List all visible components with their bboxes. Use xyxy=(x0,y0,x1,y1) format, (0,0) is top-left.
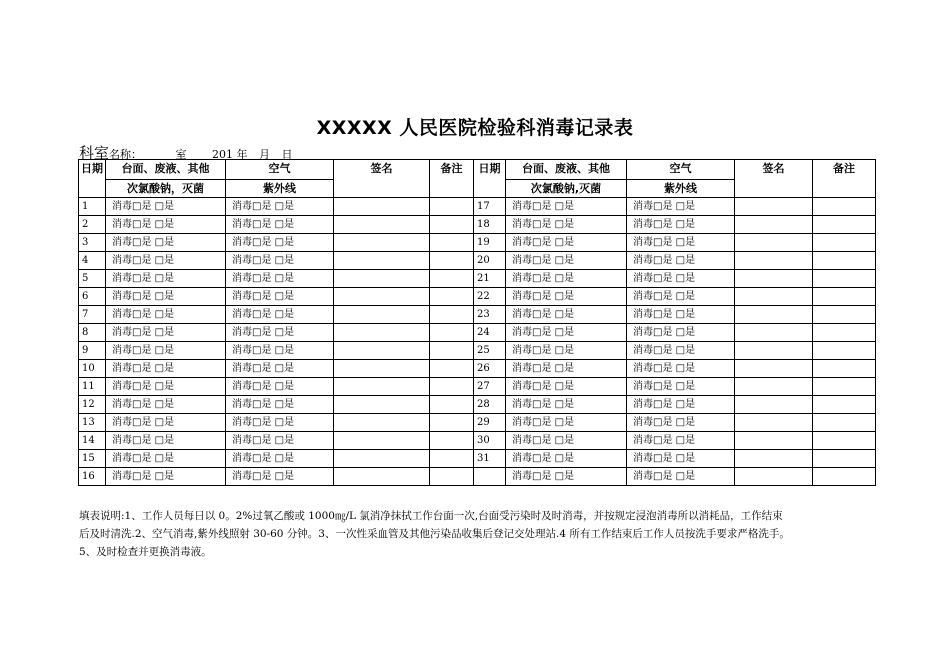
surface-option-left[interactable]: 消毒□是 □是 xyxy=(106,378,226,396)
date-cell-left: 9 xyxy=(79,342,106,360)
surface-option-right[interactable]: 消毒□是 □是 xyxy=(506,396,627,414)
header-date-left: 日期 xyxy=(79,160,106,198)
surface-option-right[interactable]: 消毒□是 □是 xyxy=(506,288,627,306)
air-option-left[interactable]: 消毒□是 □是 xyxy=(226,432,334,450)
remark-cell-left[interactable] xyxy=(430,378,474,396)
header-signature-right: 签名 xyxy=(735,160,813,198)
remark-cell-right[interactable] xyxy=(813,198,876,216)
remark-cell-right[interactable] xyxy=(813,234,876,252)
signature-cell-left[interactable] xyxy=(334,360,430,378)
air-option-left[interactable]: 消毒□是 □是 xyxy=(226,360,334,378)
remark-cell-left[interactable] xyxy=(430,360,474,378)
air-option-right[interactable]: 消毒□是 □是 xyxy=(627,342,735,360)
air-option-right[interactable]: 消毒□是 □是 xyxy=(627,288,735,306)
surface-option-right[interactable]: 消毒□是 □是 xyxy=(506,198,627,216)
air-option-left[interactable]: 消毒□是 □是 xyxy=(226,468,334,486)
date-cell-right: 23 xyxy=(474,306,506,324)
table-row xyxy=(79,270,876,288)
signature-cell-left[interactable] xyxy=(334,288,430,306)
table-row xyxy=(79,198,876,216)
remark-cell-right[interactable] xyxy=(813,324,876,342)
date-cell-left: 14 xyxy=(79,432,106,450)
surface-option-right[interactable]: 消毒□是 □是 xyxy=(506,378,627,396)
date-cell-right: 22 xyxy=(474,288,506,306)
surface-option-right[interactable]: 消毒□是 □是 xyxy=(506,342,627,360)
header-remark-left: 备注 xyxy=(430,160,474,198)
date-cell-left: 2 xyxy=(79,216,106,234)
surface-option-left[interactable]: 消毒□是 □是 xyxy=(106,252,226,270)
signature-cell-left[interactable] xyxy=(334,324,430,342)
signature-cell-right[interactable] xyxy=(735,450,813,468)
signature-cell-right[interactable] xyxy=(735,234,813,252)
surface-option-right[interactable]: 消毒□是 □是 xyxy=(506,360,627,378)
signature-cell-right[interactable] xyxy=(735,360,813,378)
surface-option-left[interactable]: 消毒□是 □是 xyxy=(106,198,226,216)
signature-cell-left[interactable] xyxy=(334,414,430,432)
signature-cell-right[interactable] xyxy=(735,252,813,270)
instruction-line: 填表说明:1、工作人员每日以 0。2%过氧乙酸或 1000㎎/L 氯消净抹拭工作台面一次,台面受污染时及时消毒，并按规定浸泡消毒所以消耗品，工作结束 xyxy=(79,510,783,522)
surface-option-right[interactable]: 消毒□是 □是 xyxy=(506,468,627,486)
signature-cell-left[interactable] xyxy=(334,216,430,234)
signature-cell-left[interactable] xyxy=(334,234,430,252)
date-cell-right: 17 xyxy=(474,198,506,216)
date-cell-right: 27 xyxy=(474,378,506,396)
air-option-right[interactable]: 消毒□是 □是 xyxy=(627,306,735,324)
air-option-right[interactable]: 消毒□是 □是 xyxy=(627,414,735,432)
date-cell-left: 3 xyxy=(79,234,106,252)
header-surface-right: 台面、废液、其他 xyxy=(506,160,627,180)
surface-option-right[interactable]: 消毒□是 □是 xyxy=(506,414,627,432)
air-option-left[interactable]: 消毒□是 □是 xyxy=(226,396,334,414)
air-option-left[interactable]: 消毒□是 □是 xyxy=(226,378,334,396)
remark-cell-right[interactable] xyxy=(813,342,876,360)
table-row xyxy=(79,432,876,450)
remark-cell-right[interactable] xyxy=(813,396,876,414)
remark-cell-right[interactable] xyxy=(813,288,876,306)
signature-cell-left[interactable] xyxy=(334,252,430,270)
header-date-right: 日期 xyxy=(474,160,506,198)
signature-cell-right[interactable] xyxy=(735,198,813,216)
remark-cell-left[interactable] xyxy=(430,216,474,234)
header-air-right: 空气 xyxy=(627,160,735,180)
month-label: 月 xyxy=(259,148,271,161)
air-option-right[interactable]: 消毒□是 □是 xyxy=(627,252,735,270)
table-row xyxy=(79,306,876,324)
subheader-surface-right: 次氯酸钠,灭菌 xyxy=(506,180,627,198)
filling-instructions xyxy=(79,507,879,561)
surface-option-left[interactable]: 消毒□是 □是 xyxy=(106,288,226,306)
header-surface-left: 台面、废液、其他 xyxy=(106,160,226,180)
air-option-left[interactable]: 消毒□是 □是 xyxy=(226,252,334,270)
table-row xyxy=(79,378,876,396)
table-row xyxy=(79,252,876,270)
air-option-right[interactable]: 消毒□是 □是 xyxy=(627,324,735,342)
header-signature-left: 签名 xyxy=(334,160,430,198)
table-row xyxy=(79,342,876,360)
air-option-left[interactable]: 消毒□是 □是 xyxy=(226,288,334,306)
surface-option-left[interactable]: 消毒□是 □是 xyxy=(106,414,226,432)
signature-cell-right[interactable] xyxy=(735,468,813,486)
signature-cell-right[interactable] xyxy=(735,342,813,360)
remark-cell-left[interactable] xyxy=(430,252,474,270)
air-option-left[interactable]: 消毒□是 □是 xyxy=(226,270,334,288)
remark-cell-left[interactable] xyxy=(430,306,474,324)
department-name-label: 名称： xyxy=(109,148,143,161)
date-cell-right: 20 xyxy=(474,252,506,270)
date-cell-left: 12 xyxy=(79,396,106,414)
remark-cell-left[interactable] xyxy=(430,414,474,432)
remark-cell-right[interactable] xyxy=(813,378,876,396)
date-cell-left: 4 xyxy=(79,252,106,270)
header-row xyxy=(79,160,876,180)
date-cell-left: 6 xyxy=(79,288,106,306)
year-label: 201 年 xyxy=(212,148,248,161)
header-air-left: 空气 xyxy=(226,160,334,180)
signature-cell-left[interactable] xyxy=(334,450,430,468)
table-row xyxy=(79,288,876,306)
date-cell-right: 31 xyxy=(474,450,506,468)
air-option-right[interactable]: 消毒□是 □是 xyxy=(627,198,735,216)
surface-option-left[interactable]: 消毒□是 □是 xyxy=(106,360,226,378)
instruction-line: 5、及时检查并更换消毒液。 xyxy=(79,546,212,558)
signature-cell-left[interactable] xyxy=(334,198,430,216)
remark-cell-right[interactable] xyxy=(813,432,876,450)
remark-cell-left[interactable] xyxy=(430,396,474,414)
day-label: 日 xyxy=(281,148,293,161)
department-label: 科室 xyxy=(79,144,110,162)
table-row xyxy=(79,468,876,486)
remark-cell-left[interactable] xyxy=(430,288,474,306)
date-cell-right: 30 xyxy=(474,432,506,450)
signature-cell-right[interactable] xyxy=(735,270,813,288)
signature-cell-left[interactable] xyxy=(334,342,430,360)
air-option-right[interactable]: 消毒□是 □是 xyxy=(627,396,735,414)
remark-cell-left[interactable] xyxy=(430,468,474,486)
signature-cell-right[interactable] xyxy=(735,324,813,342)
surface-option-left[interactable]: 消毒□是 □是 xyxy=(106,432,226,450)
date-cell-right: 25 xyxy=(474,342,506,360)
signature-cell-left[interactable] xyxy=(334,468,430,486)
signature-cell-right[interactable] xyxy=(735,396,813,414)
air-option-right[interactable]: 消毒□是 □是 xyxy=(627,360,735,378)
surface-option-right[interactable]: 消毒□是 □是 xyxy=(506,216,627,234)
remark-cell-left[interactable] xyxy=(430,450,474,468)
remark-cell-right[interactable] xyxy=(813,270,876,288)
table-row xyxy=(79,216,876,234)
date-cell-left: 16 xyxy=(79,468,106,486)
table-row xyxy=(79,450,876,468)
surface-option-left[interactable]: 消毒□是 □是 xyxy=(106,468,226,486)
signature-cell-left[interactable] xyxy=(334,270,430,288)
date-cell-right: 19 xyxy=(474,234,506,252)
remark-cell-left[interactable] xyxy=(430,270,474,288)
table-row xyxy=(79,396,876,414)
date-cell-left: 8 xyxy=(79,324,106,342)
date-cell-left: 1 xyxy=(79,198,106,216)
remark-cell-right[interactable] xyxy=(813,468,876,486)
surface-option-left[interactable]: 消毒□是 □是 xyxy=(106,342,226,360)
surface-option-left[interactable]: 消毒□是 □是 xyxy=(106,234,226,252)
air-option-right[interactable]: 消毒□是 □是 xyxy=(627,270,735,288)
surface-option-left[interactable]: 消毒□是 □是 xyxy=(106,450,226,468)
remark-cell-right[interactable] xyxy=(813,450,876,468)
signature-cell-right[interactable] xyxy=(735,378,813,396)
signature-cell-left[interactable] xyxy=(334,378,430,396)
header-remark-right: 备注 xyxy=(813,160,876,198)
air-option-left[interactable]: 消毒□是 □是 xyxy=(226,198,334,216)
signature-cell-left[interactable] xyxy=(334,306,430,324)
subheader-air-right: 紫外线 xyxy=(627,180,735,198)
date-cell-left: 10 xyxy=(79,360,106,378)
table-row xyxy=(79,324,876,342)
remark-cell-left[interactable] xyxy=(430,324,474,342)
signature-cell-right[interactable] xyxy=(735,432,813,450)
table-row xyxy=(79,234,876,252)
date-cell-right: 21 xyxy=(474,270,506,288)
form-title: XXXXX 人民医院检验科消毒记录表 xyxy=(316,117,634,139)
surface-option-right[interactable]: 消毒□是 □是 xyxy=(506,252,627,270)
surface-option-right[interactable]: 消毒□是 □是 xyxy=(506,234,627,252)
surface-option-left[interactable]: 消毒□是 □是 xyxy=(106,216,226,234)
remark-cell-right[interactable] xyxy=(813,306,876,324)
air-option-right[interactable]: 消毒□是 □是 xyxy=(627,450,735,468)
date-cell-right: 18 xyxy=(474,216,506,234)
signature-cell-right[interactable] xyxy=(735,216,813,234)
air-option-left[interactable]: 消毒□是 □是 xyxy=(226,306,334,324)
surface-option-left[interactable]: 消毒□是 □是 xyxy=(106,324,226,342)
date-cell-right: 29 xyxy=(474,414,506,432)
air-option-left[interactable]: 消毒□是 □是 xyxy=(226,324,334,342)
date-cell-left: 7 xyxy=(79,306,106,324)
remark-cell-left[interactable] xyxy=(430,234,474,252)
remark-cell-left[interactable] xyxy=(430,198,474,216)
air-option-left[interactable]: 消毒□是 □是 xyxy=(226,414,334,432)
subheader-air-left: 紫外线 xyxy=(226,180,334,198)
surface-option-right[interactable]: 消毒□是 □是 xyxy=(506,270,627,288)
room-label: 室 xyxy=(175,148,187,161)
air-option-right[interactable]: 消毒□是 □是 xyxy=(627,216,735,234)
remark-cell-right[interactable] xyxy=(813,252,876,270)
remark-cell-left[interactable] xyxy=(430,432,474,450)
remark-cell-right[interactable] xyxy=(813,216,876,234)
surface-option-right[interactable]: 消毒□是 □是 xyxy=(506,306,627,324)
signature-cell-left[interactable] xyxy=(334,432,430,450)
signature-cell-left[interactable] xyxy=(334,396,430,414)
remark-cell-right[interactable] xyxy=(813,414,876,432)
air-option-right[interactable]: 消毒□是 □是 xyxy=(627,468,735,486)
disinfection-log-table xyxy=(78,159,876,486)
surface-option-left[interactable]: 消毒□是 □是 xyxy=(106,396,226,414)
date-cell-right: 24 xyxy=(474,324,506,342)
instruction-line: 后及时清洗.2、空气消毒,紫外线照射 30-60 分钟。3、一次性采血管及其他污染品收集后登记交处理站.4 所有工作结束后工作人员按洗手要求严格洗手。 xyxy=(79,528,790,540)
signature-cell-right[interactable] xyxy=(735,306,813,324)
date-cell-right xyxy=(474,468,506,486)
table-row xyxy=(79,414,876,432)
date-cell-left: 13 xyxy=(79,414,106,432)
subheader-surface-left: 次氯酸钠，灭菌 xyxy=(106,180,226,198)
air-option-left[interactable]: 消毒□是 □是 xyxy=(226,216,334,234)
air-option-right[interactable]: 消毒□是 □是 xyxy=(627,234,735,252)
remark-cell-right[interactable] xyxy=(813,360,876,378)
air-option-left[interactable]: 消毒□是 □是 xyxy=(226,234,334,252)
table-row xyxy=(79,360,876,378)
surface-option-left[interactable]: 消毒□是 □是 xyxy=(106,270,226,288)
remark-cell-left[interactable] xyxy=(430,342,474,360)
surface-option-right[interactable]: 消毒□是 □是 xyxy=(506,324,627,342)
air-option-left[interactable]: 消毒□是 □是 xyxy=(226,342,334,360)
air-option-left[interactable]: 消毒□是 □是 xyxy=(226,450,334,468)
date-cell-left: 15 xyxy=(79,450,106,468)
date-cell-right: 26 xyxy=(474,360,506,378)
signature-cell-right[interactable] xyxy=(735,414,813,432)
air-option-right[interactable]: 消毒□是 □是 xyxy=(627,432,735,450)
surface-option-right[interactable]: 消毒□是 □是 xyxy=(506,432,627,450)
date-cell-left: 11 xyxy=(79,378,106,396)
signature-cell-right[interactable] xyxy=(735,288,813,306)
date-cell-right: 28 xyxy=(474,396,506,414)
surface-option-left[interactable]: 消毒□是 □是 xyxy=(106,306,226,324)
air-option-right[interactable]: 消毒□是 □是 xyxy=(627,378,735,396)
date-cell-left: 5 xyxy=(79,270,106,288)
surface-option-right[interactable]: 消毒□是 □是 xyxy=(506,450,627,468)
